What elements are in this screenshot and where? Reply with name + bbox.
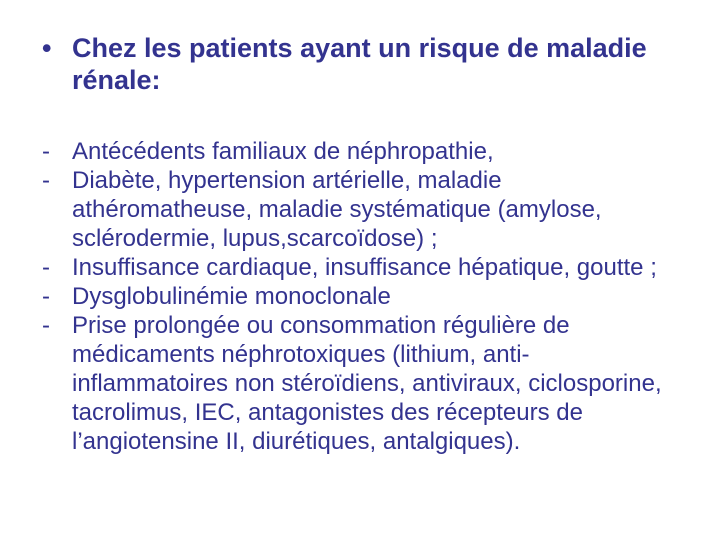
list-dash: -	[42, 283, 50, 310]
list-dash: -	[42, 254, 50, 281]
heading-text: Chez les patients ayant un risque de maladie rénale:	[72, 33, 647, 95]
list-item	[42, 282, 682, 311]
list-item	[42, 253, 682, 282]
list-item-text: Antécédents familiaux de néphropathie,	[72, 138, 494, 165]
list-item	[42, 311, 682, 456]
list-dash: -	[42, 167, 50, 194]
list-item	[42, 166, 682, 253]
slide-heading	[42, 32, 682, 96]
list-item-text: Diabète, hypertension artérielle, maladie athéromatheuse, maladie systématique (amylose, sclérodermie, lupus,scarcoïdose) ;	[72, 167, 602, 252]
list-dash: -	[42, 138, 50, 165]
risk-factor-list	[42, 137, 682, 456]
list-item-text: Dysglobulinémie monoclonale	[72, 283, 391, 310]
list-item	[42, 137, 682, 166]
list-item-text: Prise prolongée ou consommation régulière de médicaments néphrotoxiques (lithium, anti-inflammatoires non stéroïdiens, antiviraux, ciclosporine, tacrolimus, IEC, antagonistes des récepteurs de l’angiotensine II, diurétiques, antalgiques).	[72, 312, 662, 455]
list-dash: -	[42, 312, 50, 339]
list-item-text: Insuffisance cardiaque, insuffisance hépatique, goutte ;	[72, 254, 657, 281]
heading-bullet: •	[42, 33, 52, 63]
